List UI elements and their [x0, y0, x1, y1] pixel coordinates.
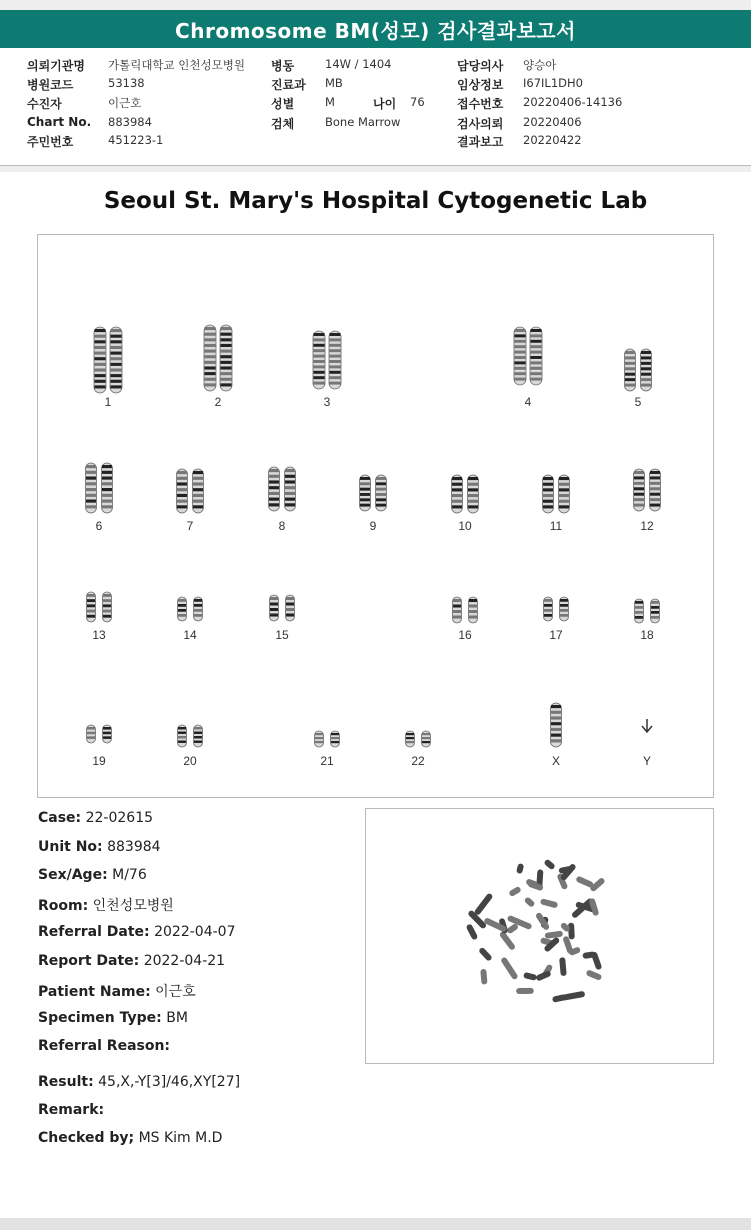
info-value: 가톨릭대학교 인천성모병원 [108, 58, 245, 72]
metaphase-chromosome [524, 896, 536, 908]
info-label: Chart No. [27, 115, 92, 129]
detail-value: BM [166, 1010, 188, 1026]
info-label: 검사의뢰 [457, 117, 504, 131]
info-label: 결과보고 [457, 135, 504, 149]
detail-report-date [38, 953, 225, 969]
chromosome-label: 17 [549, 628, 563, 642]
chromosome-label: 13 [92, 628, 106, 642]
info-label: 병원코드 [27, 78, 74, 92]
detail-checked-by [38, 1130, 222, 1146]
info-value: 76 [410, 95, 425, 109]
detail-room [38, 895, 174, 915]
karyogram-image [37, 234, 714, 798]
chromosome-13-b [103, 592, 112, 622]
info-value: 451223-1 [108, 133, 164, 147]
info-label: 주민번호 [27, 135, 74, 149]
chromosome-label: 3 [323, 395, 331, 409]
chromosome-label: 12 [640, 519, 654, 533]
chromosome-18-a [635, 599, 644, 623]
detail-label: Unit No: [38, 839, 103, 855]
chromosome-label: 18 [640, 628, 654, 642]
chromosome-label: 6 [95, 519, 103, 533]
detail-label: Room: [38, 898, 89, 914]
chromosome-11-a [543, 475, 554, 513]
chromosome-9-a [360, 475, 371, 511]
metaphase-chromosome [559, 957, 567, 976]
detail-label: Sex/Age: [38, 867, 108, 883]
chromosome-17-b [560, 597, 569, 621]
chromosome-5-b [641, 349, 652, 391]
metaphase-chromosome [508, 886, 522, 897]
detail-unit-no [38, 839, 161, 855]
chromosome-9-b [376, 475, 387, 511]
chromosome-14-b [194, 597, 203, 621]
detail-value: 45,X,-Y[3]/46,XY[27] [98, 1074, 241, 1090]
info-label: 성별 [271, 97, 295, 111]
chromosome-4-a [514, 327, 526, 385]
detail-label: Checked by; [38, 1130, 135, 1146]
info-label: 병동 [271, 59, 295, 73]
info-label: 검체 [271, 117, 295, 131]
chromosome-label: 1 [104, 395, 112, 409]
detail-value: 2022-04-07 [154, 924, 236, 940]
chromosome-label: 19 [92, 754, 106, 768]
info-value: M [325, 95, 335, 109]
detail-label: Case: [38, 810, 82, 826]
chromosome-6-a [86, 463, 97, 513]
info-value: 14W / 1404 [325, 57, 392, 71]
detail-patient-name [38, 981, 196, 1001]
info-row-1 [0, 57, 751, 75]
detail-value: 883984 [107, 839, 161, 855]
info-label: 담당의사 [457, 59, 504, 73]
detail-value: 2022-04-21 [143, 953, 226, 969]
lab-title: Seoul St. Mary's Hospital Cytogenetic Lab [103, 188, 648, 214]
metaphase-chromosome [500, 956, 519, 980]
detail-referral-reason [38, 1038, 170, 1054]
metaphase-chromosome [478, 947, 493, 962]
chromosome-12-a [634, 469, 645, 511]
detail-value: 이근호 [155, 984, 196, 1000]
chromosome-13-a [87, 592, 96, 622]
detail-sex-age [38, 867, 147, 883]
chromosome-22-b [422, 731, 431, 747]
info-value: Bone Marrow [325, 115, 401, 129]
info-row-2 [0, 76, 751, 94]
detail-value: 22-02615 [85, 810, 154, 826]
info-value: 20220406 [523, 115, 582, 129]
detail-label: Report Date: [38, 953, 140, 969]
chromosome-5-a [625, 349, 636, 391]
detail-case [38, 810, 153, 826]
detail-label: Patient Name: [38, 984, 151, 1000]
detail-label: Remark: [38, 1102, 105, 1118]
info-value: I67IL1DH0 [523, 76, 583, 90]
metaphase-chromosome [499, 930, 516, 951]
detail-value: MS Kim M.D [138, 1130, 223, 1146]
chromosome-label: 4 [524, 395, 532, 409]
report-page [0, 172, 751, 1218]
info-row-3 [0, 95, 751, 113]
chromosome-22-a [406, 731, 415, 747]
chromosome-label: 14 [183, 628, 197, 642]
chromosome-6-b [102, 463, 113, 513]
detail-label: Result: [38, 1074, 94, 1090]
chromosome-label: 2 [214, 395, 222, 409]
detail-value: 인천성모병원 [92, 898, 174, 914]
info-row-5 [0, 133, 751, 151]
chromosome-X [551, 703, 562, 747]
chromosome-label: 11 [549, 519, 563, 533]
detail-remark [38, 1102, 104, 1118]
info-value: 883984 [108, 115, 152, 129]
chromosome-19-b [103, 725, 112, 743]
info-label: 수진자 [27, 97, 62, 111]
chromosome-10-b [468, 475, 479, 513]
chromosome-15-a [270, 595, 279, 621]
chromosome-label: 16 [458, 628, 472, 642]
chromosome-label: Y [642, 754, 652, 768]
metaphase-chromosome [480, 969, 487, 985]
metaphase-chromosome [585, 969, 602, 981]
patient-info-panel [0, 48, 751, 166]
info-label: 접수번호 [457, 97, 504, 111]
chromosome-label: 8 [278, 519, 286, 533]
chromosome-label: 15 [275, 628, 289, 642]
chromosome-1-a [94, 327, 106, 393]
chromosome-12-b [650, 469, 661, 511]
info-label: 임상정보 [457, 78, 504, 92]
chromosome-2-a [204, 325, 216, 391]
chromosome-20-b [194, 725, 203, 747]
chromosome-7-b [193, 469, 204, 513]
detail-result [38, 1074, 240, 1090]
metaphase-image [365, 808, 714, 1064]
chromosome-label: 10 [458, 519, 472, 533]
chromosome-16-b [469, 597, 478, 623]
karyogram-drawing [38, 235, 715, 799]
info-value: 이근호 [108, 96, 142, 110]
chromosome-label: 7 [186, 519, 194, 533]
chromosome-8-a [269, 467, 280, 511]
chromosome-label: 5 [634, 395, 642, 409]
detail-label: Specimen Type: [38, 1010, 162, 1026]
chromosome-19-a [87, 725, 96, 743]
missing-y-arrow-icon [642, 719, 652, 732]
chromosome-3-a [313, 331, 325, 389]
detail-label: Referral Reason: [38, 1038, 171, 1054]
chromosome-label: 22 [411, 754, 425, 768]
info-row-4 [0, 115, 751, 133]
chromosome-label: X [551, 754, 561, 768]
chromosome-1-b [110, 327, 122, 393]
info-value: 20220406-14136 [523, 95, 623, 109]
info-value: MB [325, 76, 343, 90]
info-value: 20220422 [523, 133, 582, 147]
chromosome-7-a [177, 469, 188, 513]
chromosome-10-a [452, 475, 463, 513]
report-title: Chromosome BM(성모) 검사결과보고서 [0, 10, 751, 48]
detail-referral-date [38, 924, 235, 940]
chromosome-4-b [530, 327, 542, 385]
metaphase-chromosome [568, 923, 575, 940]
info-value: 양승아 [523, 58, 557, 72]
chromosome-21-b [331, 731, 340, 747]
info-label: 의뢰기관명 [27, 59, 85, 73]
metaphase-chromosome [535, 912, 550, 931]
chromosome-20-a [178, 725, 187, 747]
metaphase-chromosome [540, 898, 558, 908]
metaphase-chromosome [466, 923, 479, 940]
metaphase-chromosome [473, 892, 493, 916]
metaphase-chromosome [516, 988, 534, 994]
chromosome-2-b [220, 325, 232, 391]
detail-label: Referral Date: [38, 924, 150, 940]
info-value: 53138 [108, 76, 145, 90]
metaphase-chromosome [516, 863, 524, 874]
chromosome-15-b [286, 595, 295, 621]
chromosome-3-b [329, 331, 341, 389]
chromosome-8-b [285, 467, 296, 511]
chromosome-17-a [544, 597, 553, 621]
chromosome-11-b [559, 475, 570, 513]
chromosome-16-a [453, 597, 462, 623]
chromosome-label: 21 [320, 754, 334, 768]
chromosome-label: 9 [369, 519, 377, 533]
info-label: 나이 [373, 97, 397, 111]
metaphase-drawing [366, 809, 715, 1065]
chromosome-14-a [178, 597, 187, 621]
chromosome-label: 20 [183, 754, 197, 768]
metaphase-chromosome [523, 972, 537, 981]
bottom-bar [0, 1218, 751, 1230]
info-label: 진료과 [271, 78, 306, 92]
detail-specimen-type [38, 1010, 188, 1026]
metaphase-chromosome [543, 859, 556, 871]
chromosome-18-b [651, 599, 660, 623]
metaphase-chromosome [545, 931, 564, 939]
chromosome-21-a [315, 731, 324, 747]
metaphase-chromosome [552, 994, 567, 1003]
detail-value: M/76 [112, 867, 147, 883]
